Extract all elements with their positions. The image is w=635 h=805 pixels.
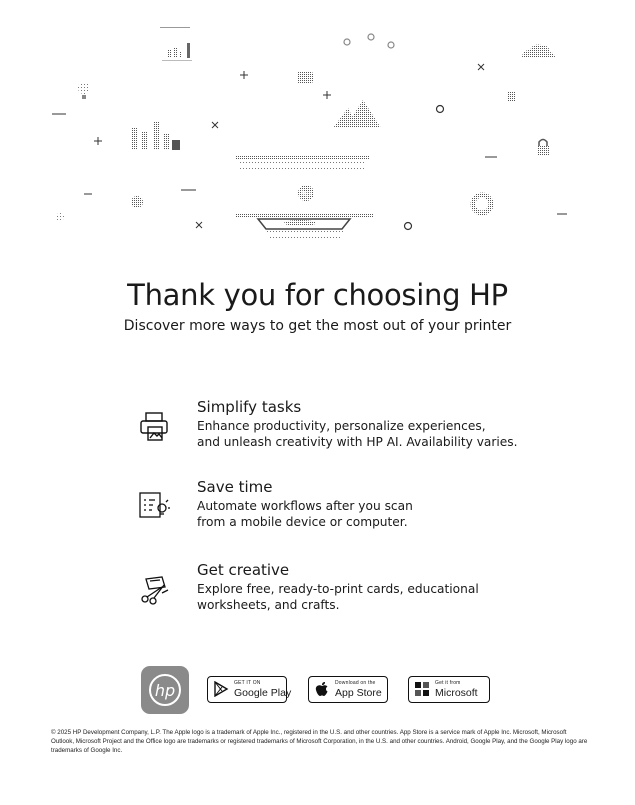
google-play-icon [213, 681, 229, 697]
mountain-graphic [333, 100, 381, 128]
apple-icon [314, 681, 330, 697]
feature-description-line: Enhance productivity, personalize experiences, [197, 419, 486, 433]
scissors-crafts-icon [138, 573, 172, 607]
app-store-label: App Store [335, 687, 382, 699]
app-store-small-text: Download on the [335, 680, 376, 686]
pie-chart-graphic [131, 196, 143, 208]
feature-description-line: Automate workflows after you scan [197, 499, 413, 513]
google-play-label: Google Play [234, 687, 292, 699]
lightbulb-icon [78, 82, 90, 99]
hp-app-logo[interactable] [141, 666, 189, 714]
hero-illustration [0, 0, 635, 260]
svg-text:hp: hp [154, 681, 176, 700]
mini-bar-chart-graphic [160, 27, 192, 61]
map-pin-icons [344, 34, 394, 48]
feature-get-creative [138, 561, 538, 617]
camera-icon [297, 72, 313, 83]
bar-chart-graphic [131, 122, 180, 150]
feature-simplify-tasks [138, 398, 538, 454]
document-icon [507, 91, 515, 101]
microsoft-label: Microsoft [435, 687, 478, 699]
feature-save-time [138, 478, 538, 534]
printer-graphic [236, 155, 374, 239]
google-play-badge[interactable] [207, 676, 292, 703]
google-play-small-text: GET IT ON [234, 680, 261, 686]
feature-description-line: from a mobile device or computer. [197, 515, 408, 529]
hp-logo-icon [141, 666, 189, 714]
feature-heading: Save time [197, 478, 273, 496]
feature-description-line: worksheets, and crafts. [197, 598, 340, 612]
microsoft-small-text: Get it from [435, 680, 461, 686]
feature-heading: Get creative [197, 561, 290, 579]
lock-icon [537, 140, 549, 157]
printer-photo-icon [138, 410, 172, 444]
gear-icon [56, 213, 64, 221]
donut-chart-graphic [473, 195, 491, 213]
cloud-icon [522, 45, 555, 58]
feature-description-line: Explore free, ready-to-print cards, educational [197, 582, 479, 596]
checklist-lightbulb-icon [138, 490, 172, 524]
feature-description-line: and unleash creativity with HP AI. Availability varies. [197, 435, 518, 449]
microsoft-logo-icon [414, 681, 430, 697]
microsoft-badge[interactable] [408, 676, 490, 703]
page-subtitle: Discover more ways to get the most out of your printer [123, 318, 512, 334]
page-title: Thank you for choosing HP [127, 278, 508, 312]
hp-printer-logo: hp [300, 189, 312, 198]
legal-disclaimer: © 2025 HP Development Company, L.P. The Apple logo is a trademark of Apple Inc., registered in the U.S. and other countries. App Store is a service mark of Apple Inc. Microsoft, Microsoft Outlook, Microsoft Project and the Office logo are trademarks or registered trademarks of Microsoft Corporation, in the U.S. and other countries. Android, Google Play, and the Google Play logo are trademarks of Google Inc. [51, 729, 588, 754]
app-store-badge[interactable] [308, 676, 388, 703]
feature-heading: Simplify tasks [197, 398, 302, 416]
